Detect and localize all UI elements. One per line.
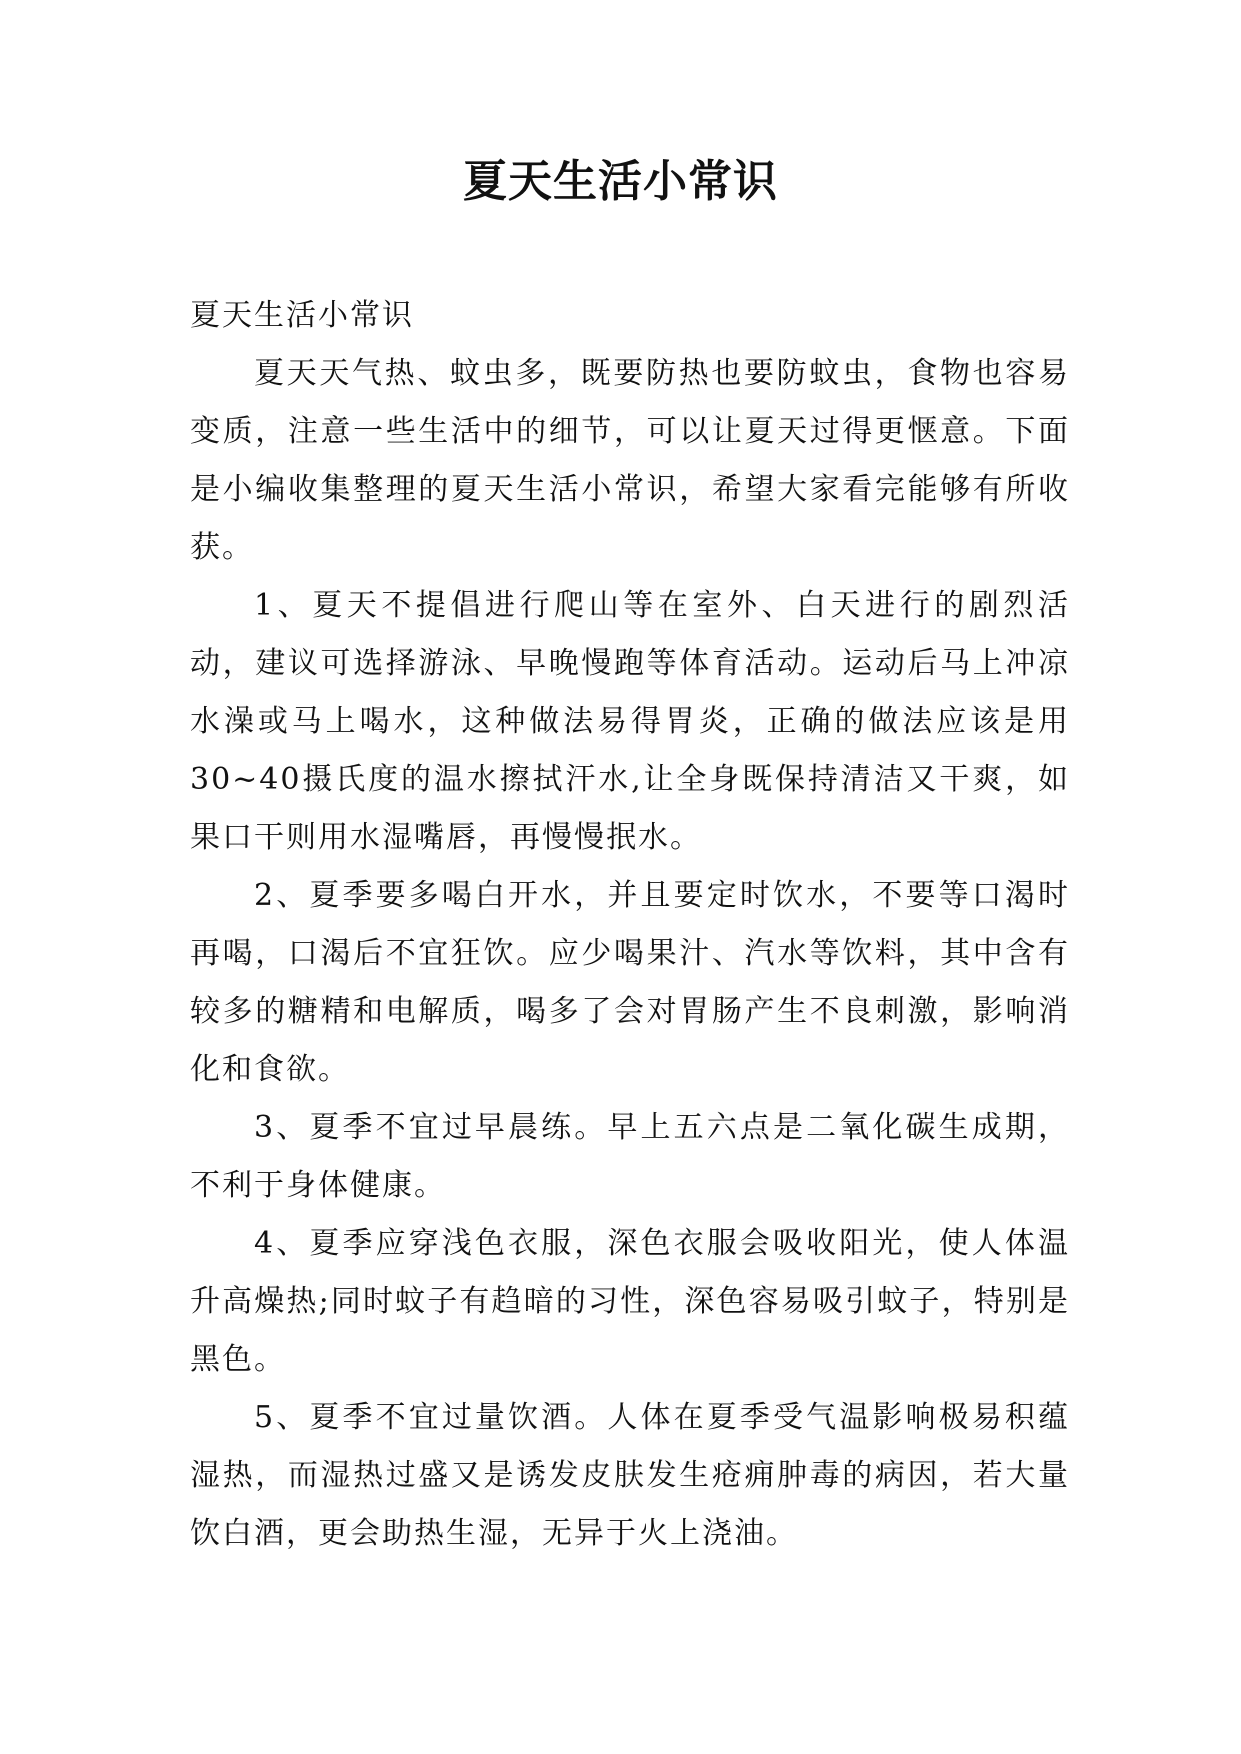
paragraph-tip-2: 2、夏季要多喝白开水，并且要定时饮水，不要等口渴时再喝，口渴后不宜狂饮。应少喝果汁、汽水等饮料，其中含有较多的糖精和电解质，喝多了会对胃肠产生不良刺激，影响消化和食欲。	[190, 878, 1070, 1087]
section-heading: 夏天生活小常识	[190, 298, 414, 333]
paragraph-tip-5: 5、夏季不宜过量饮酒。人体在夏季受气温影响极易积蕴湿热，而湿热过盛又是诱发皮肤发生疮痈肿毒的病因，若大量饮白酒，更会助热生湿，无异于火上浇油。	[190, 1400, 1070, 1551]
paragraph-tip-3: 3、夏季不宜过早晨练。早上五六点是二氧化碳生成期，不利于身体健康。	[190, 1110, 1070, 1203]
paragraph-tip-1: 1、夏天不提倡进行爬山等在室外、白天进行的剧烈活动，建议可选择游泳、早晚慢跑等体育活动。运动后马上冲凉水澡或马上喝水，这种做法易得胃炎，正确的做法应该是用30~40摄氏度的温水擦拭汗水,让全身既保持清洁又干爽，如果口干则用水湿嘴唇，再慢慢抿水。	[190, 588, 1070, 855]
document-body	[190, 287, 1070, 1563]
document-title: 夏天生活小常识	[463, 156, 778, 207]
paragraph-tip-4: 4、夏季应穿浅色衣服，深色衣服会吸收阳光，使人体温升高燥热;同时蚊子有趋暗的习性，深色容易吸引蚊子，特别是黑色。	[190, 1226, 1070, 1377]
paragraph-intro: 夏天天气热、蚊虫多，既要防热也要防蚊虫，食物也容易变质，注意一些生活中的细节，可以让夏天过得更惬意。下面是小编收集整理的夏天生活小常识，希望大家看完能够有所收获。	[190, 356, 1070, 565]
